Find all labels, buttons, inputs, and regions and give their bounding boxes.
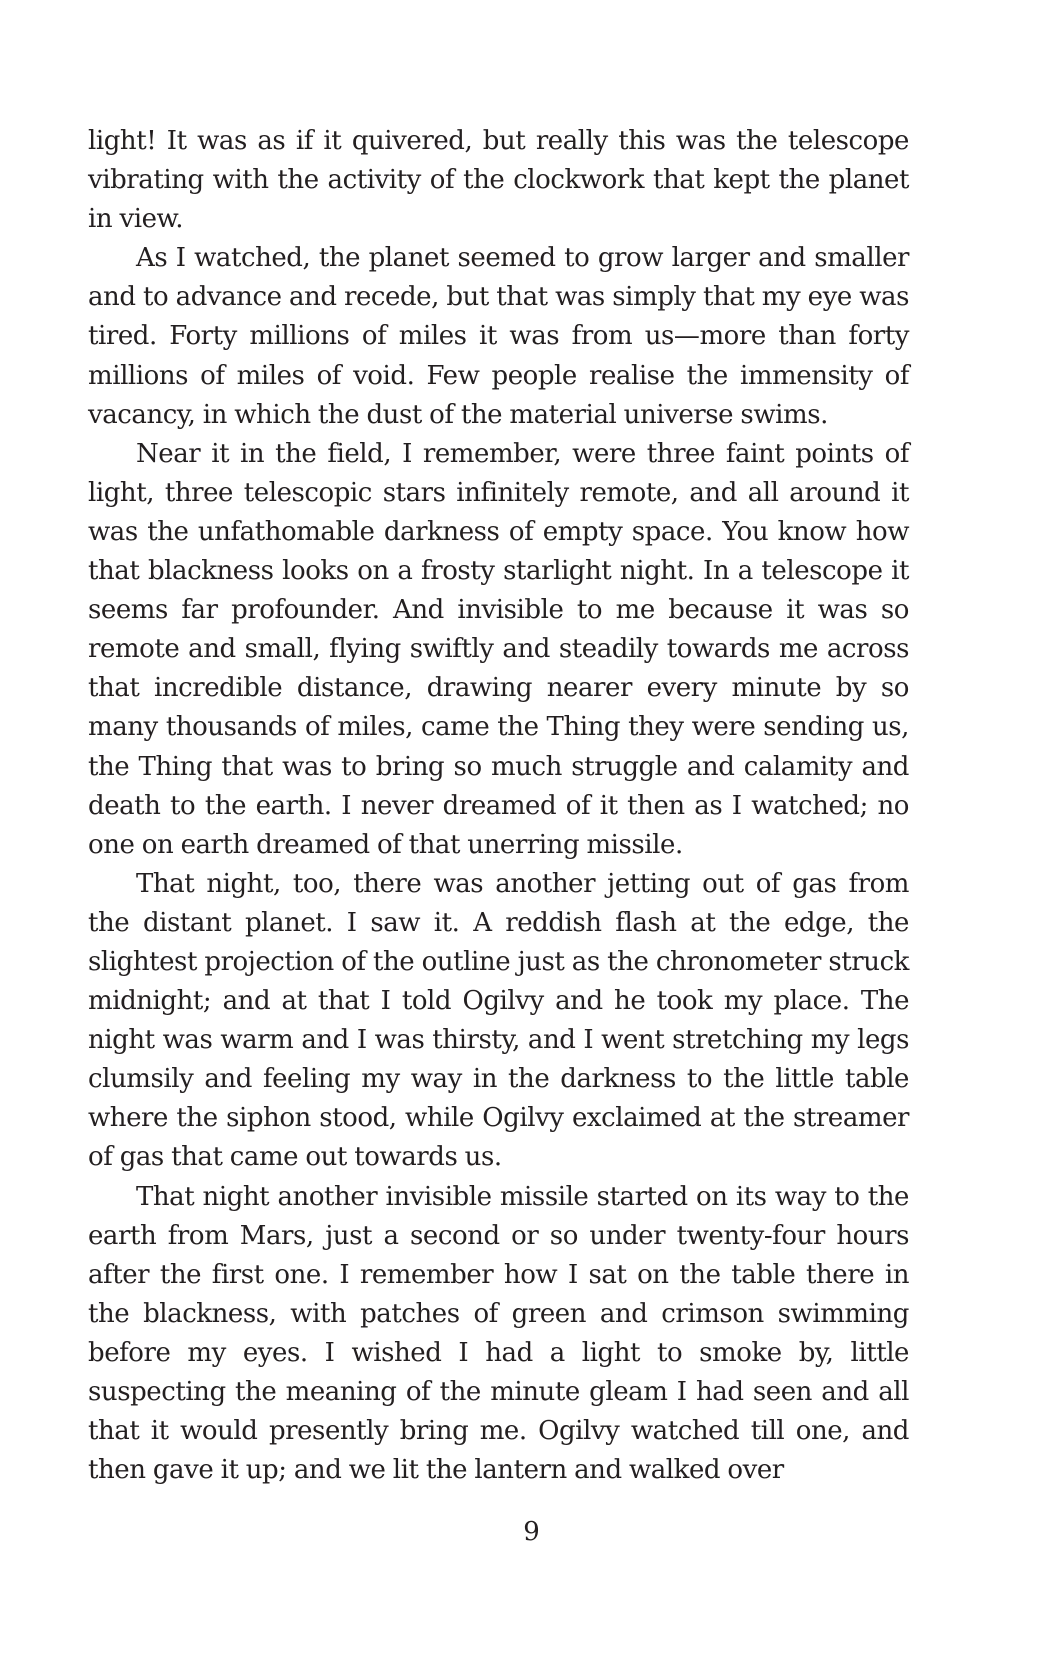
paragraph-continuation: light! It was as if it quivered, but really this was the telescope vibrating with the activity of the clockwork that kept the planet in view. (88, 126, 909, 235)
paragraph: Near it in the field, I remember, were three faint points of light, three telescopic stars infinitely remote, and all around it was the unfathomable darkness of empty space. You know how that blackness looks on a frosty starlight night. In a telescope it seems far profounder. And invisible to me because it was so remote and small, flying swiftly and steadily towards me across that incredible distance, drawing nearer every minute by so many thousands of miles, came the Thing they were sending us, the Thing that was to bring so much struggle and calamity and death to the earth. I never dreamed of it then as I watched; no one on earth dreamed of that unerring missile. (88, 438, 909, 860)
page-number: 9 (523, 1517, 540, 1547)
body-text (88, 122, 909, 1490)
paragraph: That night, too, there was another jetting out of gas from the distant planet. I saw it. A reddish flash at the edge, the slightest projection of the outline just as the chronometer struck midnight; and at that I told Ogilvy and he took my place. The night was warm and I was thirsty, and I went stretching my legs clumsily and feeling my way in the darkness to the little table where the siphon stood, while Ogilvy exclaimed at the streamer of gas that came out towards us. (88, 868, 909, 1173)
paragraph: As I watched, the planet seemed to grow larger and smaller and to advance and recede, but that was simply that my eye was tired. Forty millions of miles it was from us—more than forty millions of miles of void. Few people realise the immensity of vacancy, in which the dust of the material universe swims. (88, 243, 909, 430)
paragraph: That night another invisible missile started on its way to the earth from Mars, just a second or so under twenty-four hours after the first one. I remember how I sat on the table there in the blackness, with patches of green and crimson swimming before my eyes. I wished I had a light to smoke by, little suspecting the meaning of the minute gleam I had seen and all that it would presently bring me. Ogilvy watched till one, and then gave it up; and we lit the lantern and walked over (88, 1181, 909, 1486)
